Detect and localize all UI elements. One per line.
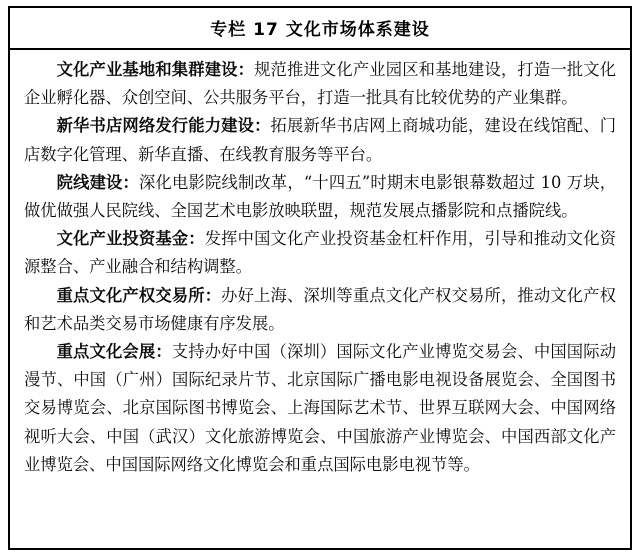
paragraph-xinhua-bookstore (24, 112, 616, 168)
paragraph-text: 办好上海、深圳等重点文化产权交易所，推动文化产权和艺术品类交易市场健康有序发展。 (24, 285, 616, 333)
paragraph-property-exchange (24, 282, 616, 338)
paragraph-lead: 文化产业投资基金： (56, 229, 205, 249)
paragraph-investment-fund (24, 225, 616, 281)
paragraph-text: 支持办好中国（深圳）国际文化产业博览交易会、中国国际动漫节、中国（广州）国际纪录片节、北京国际广播电影电视设备展览会、全国图书交易博览会、北京国际图书博览会、上海国际艺术节、世界互联网大会、中国网络视听大会、中国（武汉）文化旅游博览会、中国旅游产业博览会、中国西部文化产业博览会、中国国际网络文化博览会和重点国际电影电视节等。 (24, 342, 616, 474)
paragraph-text: 拓展新华书店网上商城功能，建设在线馆配、门店数字化管理、新华直播、在线教育服务等平台。 (24, 116, 616, 164)
paragraph-lead: 文化产业基地和集群建设： (56, 60, 255, 79)
paragraph-lead: 重点文化产权交易所： (56, 285, 222, 305)
box-title: 专栏 17 文化市场体系建设 (210, 20, 430, 40)
paragraph-text: 发挥中国文化产业投资基金杠杆作用，引导和推动文化资源整合、产业融合和结构调整。 (24, 229, 616, 277)
paragraph-lead: 新华书店网络发行能力建设： (56, 116, 271, 136)
box-body (10, 50, 630, 485)
paragraph-text: 深化电影院线制改革，“十四五”时期末电影银幕数超过 10 万块，做优做强人民院线、全国艺术电影放映联盟，规范发展点播影院和点播院线。 (24, 172, 616, 221)
feature-box (8, 6, 632, 550)
paragraph-industry-base (24, 56, 616, 112)
paragraph-lead: 重点文化会展： (56, 342, 172, 362)
paragraph-cinema-chain (24, 169, 616, 225)
paragraph-key-expos (24, 338, 616, 479)
box-title-row (10, 8, 630, 50)
paragraph-lead: 院线建设： (56, 172, 140, 192)
paragraph-text: 规范推进文化产业园区和基地建设，打造一批文化企业孵化器、众创空间、公共服务平台，打造一批具有比较优势的产业集群。 (24, 60, 616, 108)
